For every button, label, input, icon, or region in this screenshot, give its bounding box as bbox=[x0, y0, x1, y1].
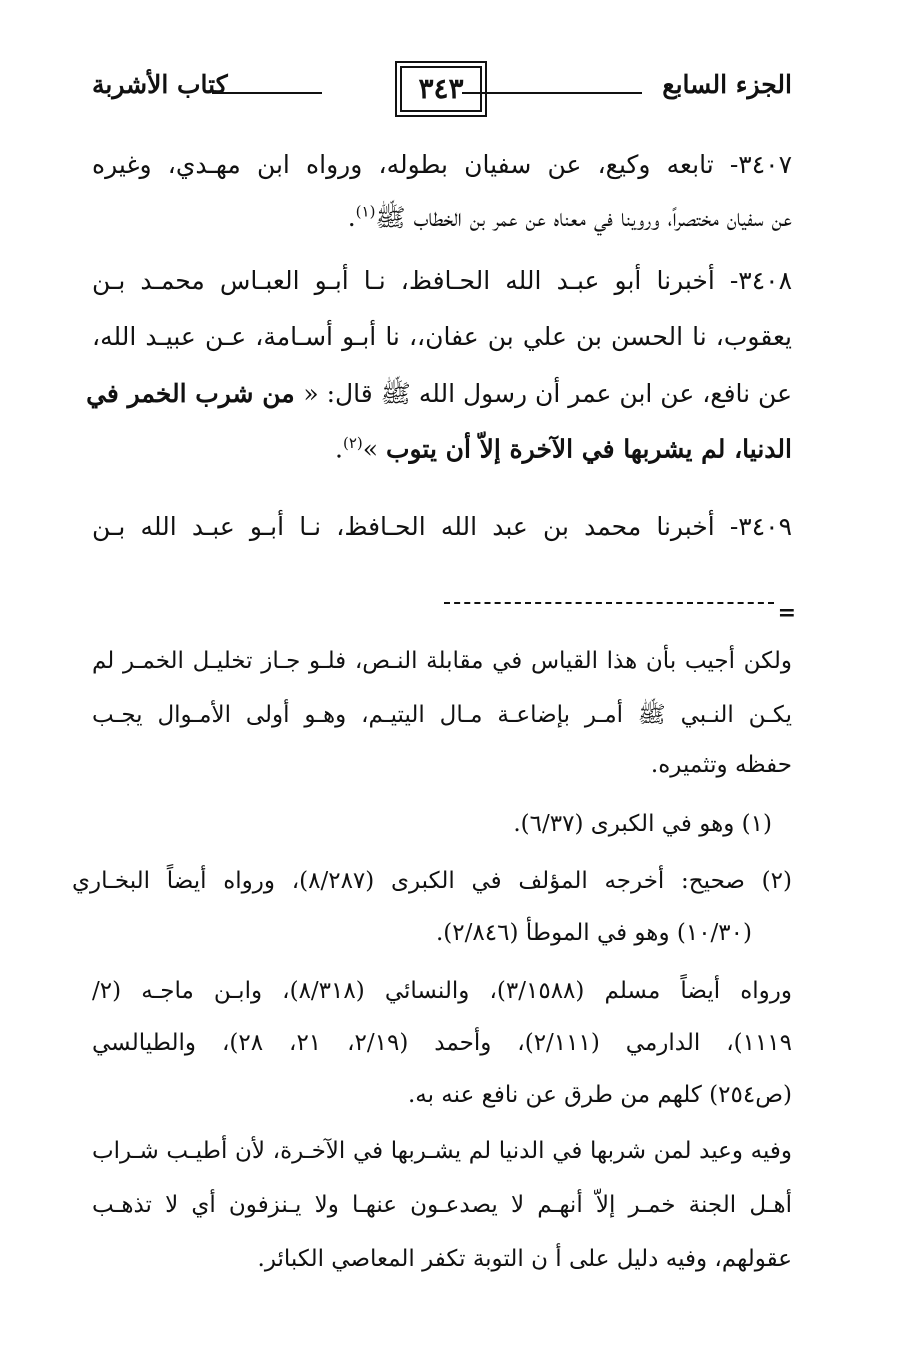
text-line bbox=[348, 202, 792, 239]
text-span: . bbox=[347, 203, 356, 232]
footnote-ref: (٢) bbox=[342, 434, 363, 452]
page-header bbox=[92, 62, 792, 118]
footnote-2-line: (٢) صحيح: أخرجه المؤلف في الكبرى (٨/٢٨٧)، ورواه أيضاً البخـاري bbox=[72, 868, 792, 894]
text-span: . bbox=[335, 434, 343, 464]
footnote-2-line: ١١١٩)، الدارمي (٢/١١١)، وأحمد (٢/١٩، ٢١، ٢٨)، والطيالسي bbox=[92, 1030, 793, 1056]
hadith-matn: الدنيا، لم يشربها في الآخرة إلاّ أن يتوب bbox=[385, 434, 792, 464]
footnote-separator bbox=[100, 598, 796, 628]
text-line: ٣٤٠٨- أخبرنا أبو عبـد الله الحـافظ، نـا أبـو العبـاس محمـد بـن bbox=[92, 266, 792, 295]
volume-title: الجزء السابع bbox=[662, 70, 792, 99]
text-span: عن سفيان مختصراً، وروينا في معناه عن عمر بن الخطاب ﷺ bbox=[375, 203, 792, 232]
footnote-2-line: (ص٢٥٤) كلهم من طرق عن نافع عنه به. bbox=[407, 1082, 792, 1108]
text-line bbox=[335, 434, 792, 463]
footnote-2-line: ورواه أيضاً مسلم (٣/١٥٨٨)، والنسائي (٨/٣١٨)، وابـن ماجـه (٢/ bbox=[92, 978, 792, 1004]
page-number: ٣٤٣ bbox=[400, 66, 482, 112]
text-line: ٣٤٠٩- أخبرنا محمد بن عبد الله الحـافظ، نـا أبـو عبـد الله بـن bbox=[92, 512, 792, 541]
footnote-2-line: (١٠/٣٠) وهو في الموطأ (٢/٨٤٦). bbox=[436, 920, 752, 946]
hadith-matn: من شرب الخمر في bbox=[86, 379, 304, 408]
text-span: عن نافع، عن ابن عمر أن رسول الله ﷺ قال: « bbox=[303, 379, 792, 408]
footnote-line: ولكن أجيب بأن هذا القياس في مقابلة النـص، فلـو جـاز تخليـل الخمـر لم bbox=[92, 648, 792, 674]
footnote-line: حفظه وتثميره. bbox=[650, 752, 792, 778]
footnote-2-line: وفيه وعيد لمن شربها في الدنيا لم يشـربها في الآخـرة، لأن أطيـب شـراب bbox=[92, 1138, 792, 1164]
text-span: » bbox=[362, 434, 386, 464]
footnote-2-line: عقولهم، وفيه دليل على أ ن التوبة تكفر المعاصي الكبائر. bbox=[257, 1246, 792, 1272]
continuation-mark: = bbox=[777, 600, 796, 626]
footnote-line: يكـن النـبي ﷺ أمـر بإضاعـة مـال اليتيـم، وهـو أولى الأمـوال يجـب bbox=[92, 702, 792, 728]
header-rule-left bbox=[212, 92, 322, 94]
header-rule-right bbox=[462, 92, 642, 94]
book-title: كتاب الأشربة bbox=[92, 70, 228, 99]
text-line: ٣٤٠٧- تابعه وكيع، عن سفيان بطوله، ورواه ابن مهـدي، وغيره bbox=[92, 150, 792, 179]
text-line bbox=[86, 378, 792, 415]
footnote-1: (١) وهو في الكبرى (٦/٣٧). bbox=[513, 811, 772, 837]
dashed-rule bbox=[444, 602, 774, 604]
footnote-ref: (١) bbox=[355, 202, 376, 221]
footnote-2-line: أهـل الجنة خمـر إلاّ أنهـم لا يصدعـون عنهـا ولا يـنزفون أي لا تذهـب bbox=[92, 1192, 792, 1218]
text-line: يعقوب، نا الحسن بن علي بن عفان،، نا أبـو أسـامة، عـن عبيـد الله، bbox=[92, 322, 792, 351]
